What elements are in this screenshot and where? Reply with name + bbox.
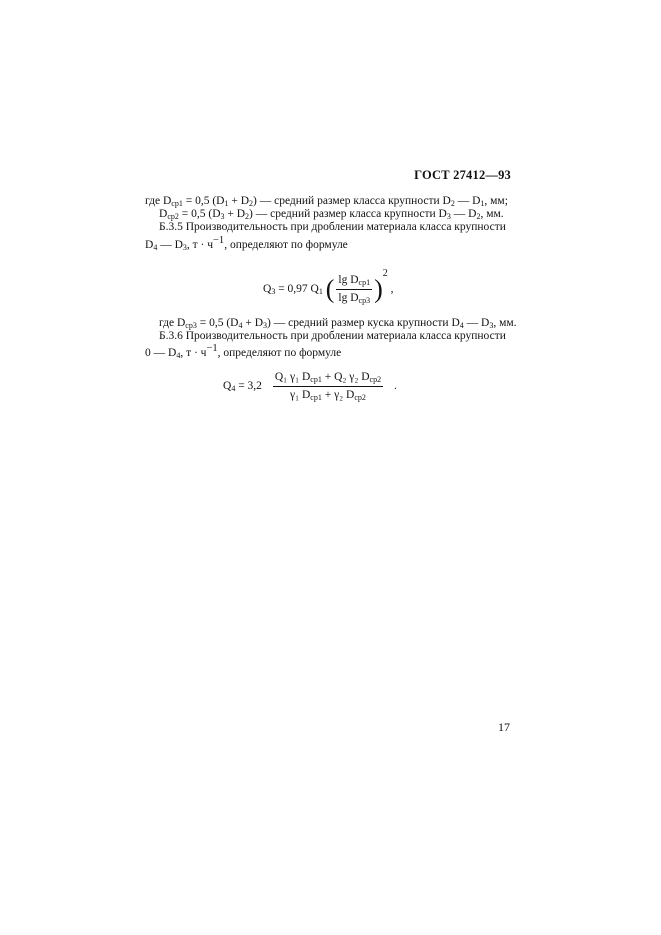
subscript: 1 (224, 199, 229, 208)
paren-close: ) (374, 274, 383, 304)
formula-q4 (223, 370, 397, 403)
subscript: 2 (450, 199, 455, 208)
text: = 0,5 (D (182, 195, 225, 207)
text: где D (159, 317, 186, 329)
subscript: ср1 (310, 393, 322, 402)
page-number: 17 (498, 720, 510, 734)
subscript: ср3 (185, 321, 197, 330)
text: ) — средний размер класса крупности D (253, 195, 451, 207)
subscript: 1 (318, 287, 323, 296)
numerator (273, 370, 383, 387)
text: , мм. (480, 208, 504, 220)
text: = 0,97 Q (275, 283, 319, 295)
denominator (288, 387, 368, 403)
text: lg D (338, 291, 359, 304)
subscript: ср1 (171, 199, 183, 208)
text: , т · ч (186, 238, 214, 251)
text: = 3,2 (235, 380, 262, 393)
subscript: ср1 (310, 375, 322, 384)
subscript: 2 (476, 212, 481, 221)
text: , т · ч (180, 346, 207, 359)
text: = 0,5 (D (196, 317, 239, 329)
text: ) — средний размер куска крупности D (267, 317, 460, 329)
text: Q₁ γ₁ D (274, 371, 311, 383)
text: — D (463, 317, 490, 329)
subscript: 2 (245, 212, 250, 221)
subscript: 3 (489, 321, 494, 330)
subscript: 3 (220, 212, 225, 221)
text: Q (223, 380, 232, 393)
subscript: 2 (249, 199, 254, 208)
text: ) — средний размер класса крупности D (249, 208, 447, 220)
denominator (336, 290, 372, 306)
superscript: −1 (206, 343, 218, 354)
text-line (145, 342, 341, 361)
fraction (336, 273, 372, 306)
text: — D (450, 208, 477, 220)
text-line (145, 234, 348, 253)
subscript: ср1 (358, 277, 371, 287)
text: , мм; (484, 195, 508, 207)
text: — D (157, 238, 183, 251)
subscript: 4 (238, 321, 243, 330)
subscript: ср2 (369, 375, 382, 384)
subscript: ср3 (358, 295, 371, 305)
subscript: 3 (446, 212, 451, 221)
superscript: −1 (213, 235, 225, 246)
subscript: ср2 (167, 212, 179, 221)
exponent: 2 (382, 268, 388, 279)
text: D (159, 208, 168, 220)
text: — D (454, 195, 481, 207)
section-b36-line1: Б.3.6 Производительность при дроблении материала класса крупности (159, 330, 506, 342)
formula-q3 (263, 268, 394, 306)
subscript: 3 (271, 287, 276, 296)
text: D (145, 238, 154, 251)
text: 0 — D (145, 346, 177, 359)
text: = 0,5 (D (178, 208, 221, 220)
text: + D (224, 208, 246, 220)
text: , мм. (493, 317, 517, 329)
text: где D (145, 195, 172, 207)
text: , определяют по формуле (224, 238, 348, 251)
text: + Q₂ γ₂ D (321, 371, 370, 383)
subscript: ср2 (354, 393, 366, 402)
text: + D (228, 195, 250, 207)
text: , (387, 283, 394, 295)
text: . (391, 380, 397, 393)
document-header: ГОСТ 27412—93 (414, 168, 511, 182)
subscript: 4 (459, 321, 464, 330)
subscript: 4 (231, 384, 236, 394)
paren-open: ( (325, 274, 335, 304)
section-b35-line1: Б.3.5 Производительность при дроблении материала класса крупности (159, 221, 506, 233)
text: lg D (338, 273, 359, 286)
subscript: 3 (182, 242, 187, 252)
subscript: 3 (263, 321, 268, 330)
text: Q (263, 283, 272, 295)
subscript: 1 (480, 199, 485, 208)
numerator (336, 273, 372, 290)
text: , определяют по формуле (217, 346, 342, 359)
text: γ₁ D (290, 389, 311, 401)
subscript: 4 (153, 242, 158, 252)
text: + D (242, 317, 264, 329)
fraction (273, 370, 383, 403)
subscript: 4 (176, 350, 181, 360)
text: + γ₂ D (321, 389, 355, 401)
